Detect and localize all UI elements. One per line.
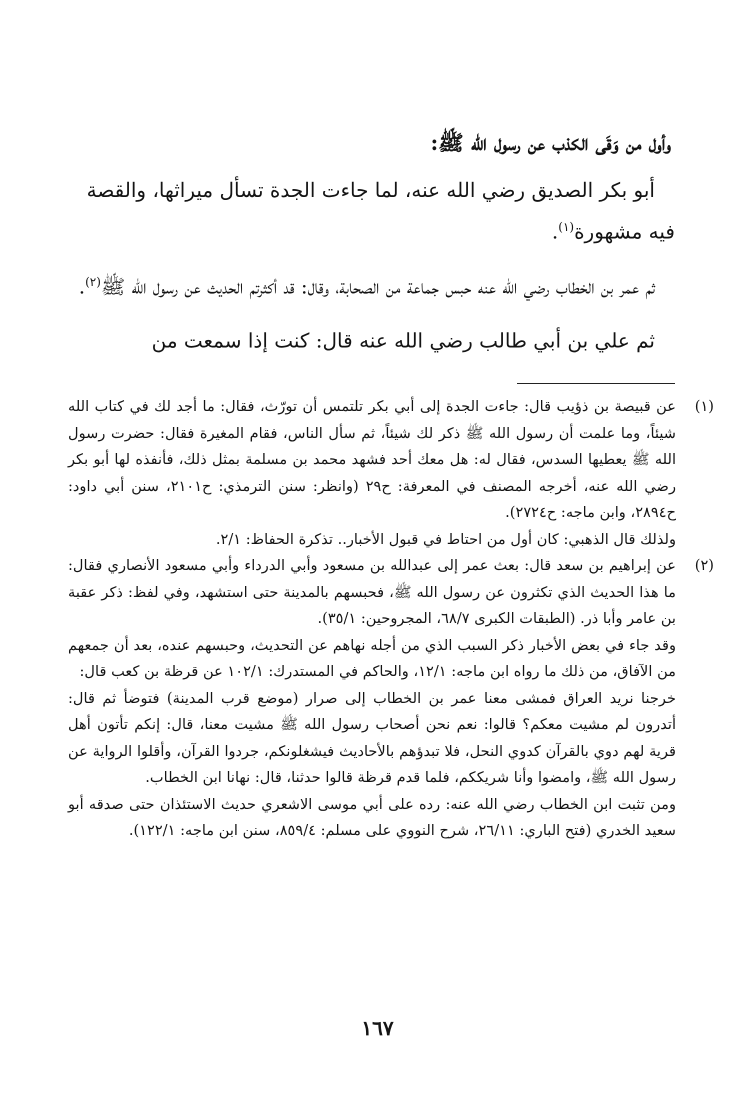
footnote-separator: [517, 383, 675, 384]
page-number: ١٦٧: [361, 1016, 394, 1040]
footnote-paragraph: وقد جاء في بعض الأخبار ذكر السبب الذي من أجله نهاهم عن التحديث، وحبسهم عنده، بعد أن جمعهم من الآفاق، من ذلك ما رواه ابن ماجه: ١٢/١، والحاكم في المستدرك: ١٠٢/١ عن قرظة بن كعب قال:: [68, 636, 676, 680]
footnotes: [68, 394, 714, 845]
footnote-1: [68, 394, 714, 553]
footnote-paragraph: عن قبيصة بن ذؤيب قال: جاءت الجدة إلى أبي بكر تلتمس أن تورّث، فقال: ما أجد لك في كتاب الله شيئاً، وما علمت أن رسول الله ﷺ ذكر لك شيئاً، ثم سأل الناس، فقام المغيرة فقال: حضرت رسول الله ﷺ يعطيها السدس، فقال له: هل معك أحد فشهد محمد بن مسلمة بمثل ذلك، فأنفذه لها أبو بكر رضي الله عنه، أخرجه المصنف في المعرفة: ح٢٩ (وانظر: سنن الترمذي: ح٢١٠١، سنن أبي داود: ح٢٨٩٤، وابن ماجه: ح٢٧٢٤).: [68, 398, 676, 521]
footnote-paragraph: ومن تثبت ابن الخطاب رضي الله عنه: رده على أبي موسى الاشعري حديث الاستئذان حتى صدقه أبو سعيد الخدري (فتح الباري: ٢٦/١١، شرح النووي على مسلم: ٨٥٩/٤، سنن ابن ماجه: ١٢٢/١).: [68, 795, 676, 839]
paragraph-text: ثم علي بن أبي طالب رضي الله عنه قال: كنت إذا سمعت من: [151, 328, 655, 353]
footnote-paragraph: خرجنا نريد العراق فمشى معنا عمر بن الخطاب إلى صرار (موضع قرب المدينة) فتوضأ ثم قال: أتدرون لم مشيت معكم؟ قالوا: نعم نحن أصحاب رسول الله ﷺ مشيت معنا، قال: إنكم تأتون أهل قرية لهم دوي بالقرآن كدوي النحل، فلا تبدؤهم بالأحاديث فيشغلونكم، جردوا القرآن، وأقلوا الرواية عن رسول الله ﷺ، وامضوا وأنا شريككم، فلما قدم قرظة قالوا حدثنا، قال: نهانا ابن الخطاب.: [68, 689, 676, 786]
main-paragraph: [65, 318, 675, 360]
footnote-ref: (٢): [85, 274, 101, 289]
paragraph-text: أبو بكر الصديق رضي الله عنه، لما جاءت الجدة تسأل ميراثها، والقصة فيه مشهورة: [86, 178, 675, 244]
main-paragraph: [65, 172, 675, 251]
main-text: [65, 172, 675, 373]
footnote-paragraph: عن إبراهيم بن سعد قال: بعث عمر إلى عبدالله بن مسعود وأبي الدرداء وأبي مسعود الأنصاري فقال: ما هذا الحديث الذي تكثرون عن رسول الله ﷺ، فحبسهم بالمدينة حتى استشهد، وفي لفظ: ذكر عقبة بن عامر وأبا ذر. (الطبقات الكبرى ٦٨/٧، المجروحين: ٣٥/١).: [68, 557, 676, 627]
paragraph-text: ثم عمر بن الخطاب رضي الله عنه حبس جماعة من الصحابة، وقال: قد أكثرتم الحديث عن رسول الله ﷺ: [100, 274, 655, 299]
footnote-paragraph: ولذلك قال الذهبي: كان أول من احتاط في قبول الأخبار.. تذكرة الحفاظ: ٢/١.: [215, 530, 676, 548]
main-paragraph: [65, 264, 675, 306]
footnote-number: (٢): [694, 557, 714, 574]
footnote-number: (١): [694, 398, 714, 415]
section-heading: وأول من وَقَى الكذب عن رسول الله ﷺ:: [430, 130, 671, 155]
footnote-2: [68, 553, 714, 845]
footnote-ref: (١): [558, 220, 575, 234]
paragraph-end: .: [78, 274, 86, 299]
paragraph-end: .: [551, 219, 559, 244]
